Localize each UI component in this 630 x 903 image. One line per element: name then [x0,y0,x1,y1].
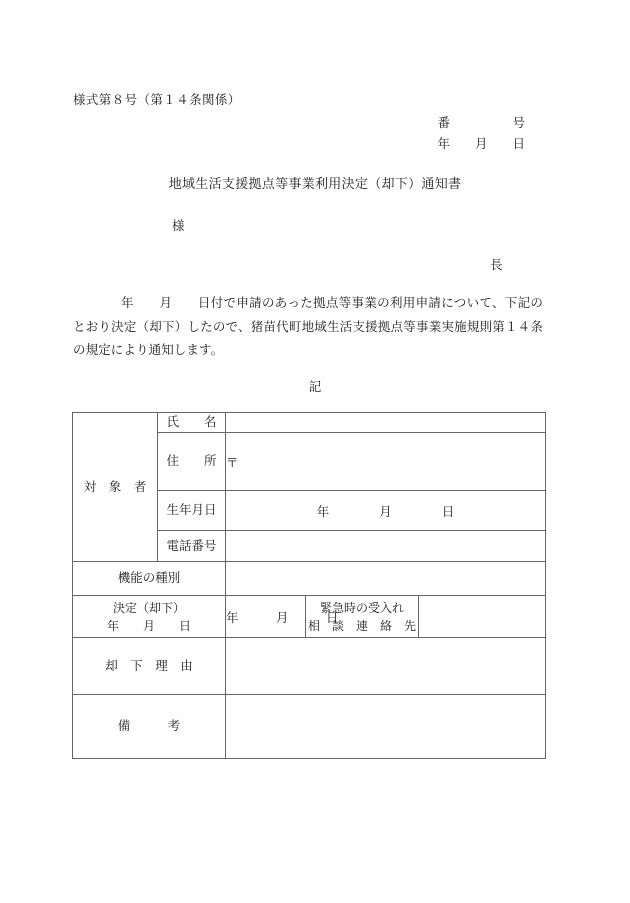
postal-mark-icon: 〒 [226,455,239,470]
emergency-contact-label [306,596,419,638]
address-label: 住 所 [158,433,226,491]
decision-date-value-field[interactable]: 年 月 日 [226,596,306,638]
phone-label: 電話番号 [158,531,226,562]
phone-value-field[interactable] [226,531,546,562]
name-label: 氏 名 [158,413,226,433]
decision-date-label-line1: 決定（却下） [112,600,185,615]
rejection-reason-label: 却 下 理 由 [73,638,226,695]
body-paragraph: 年 月 日付で申請のあった拠点等事業の利用申請について、下記のとおり決定（却下）したので、猪苗代町地域生活支援拠点等事業実施規則第１４条の規定により通知します。 [73,296,543,357]
birthdate-value-field[interactable]: 年 月 日 [226,491,546,531]
table-row [73,562,546,596]
addressee-honorific: 様 [172,219,185,233]
emergency-contact-value-field[interactable] [419,596,546,638]
table-row [73,596,546,638]
rejection-reason-value-field[interactable] [226,638,546,695]
document-number-line: 番 号 [437,116,525,130]
document-date-line: 年 月 日 [437,137,525,151]
remarks-value-field[interactable] [226,695,546,759]
form-number: 様式第８号（第１４条関係） [73,93,241,107]
name-value-field[interactable] [226,413,546,433]
page-title: 地域生活支援拠点等事業利用決定（却下）通知書 [168,176,462,191]
decision-date-label-line2: 年 月 日 [106,618,191,633]
subject-label: 対 象 者 [73,413,158,562]
remarks-label: 備 考 [73,695,226,759]
table-row [73,413,546,433]
document-number-and-date [437,113,525,155]
notification-detail-table [72,412,546,759]
birthdate-label: 生年月日 [158,491,226,531]
table-row [73,638,546,695]
table-row [73,695,546,759]
emergency-contact-label-line1: 緊急時の受入れ [319,600,404,615]
emergency-contact-label-line2: 相 談 連 絡 先 [307,618,416,633]
issuer-title: 長 [490,258,503,272]
function-type-value-field[interactable] [226,562,546,596]
decision-date-label [73,596,226,638]
address-value-field[interactable] [226,433,546,491]
function-type-label: 機能の種別 [73,562,226,596]
ki-mark: 記 [308,380,322,394]
